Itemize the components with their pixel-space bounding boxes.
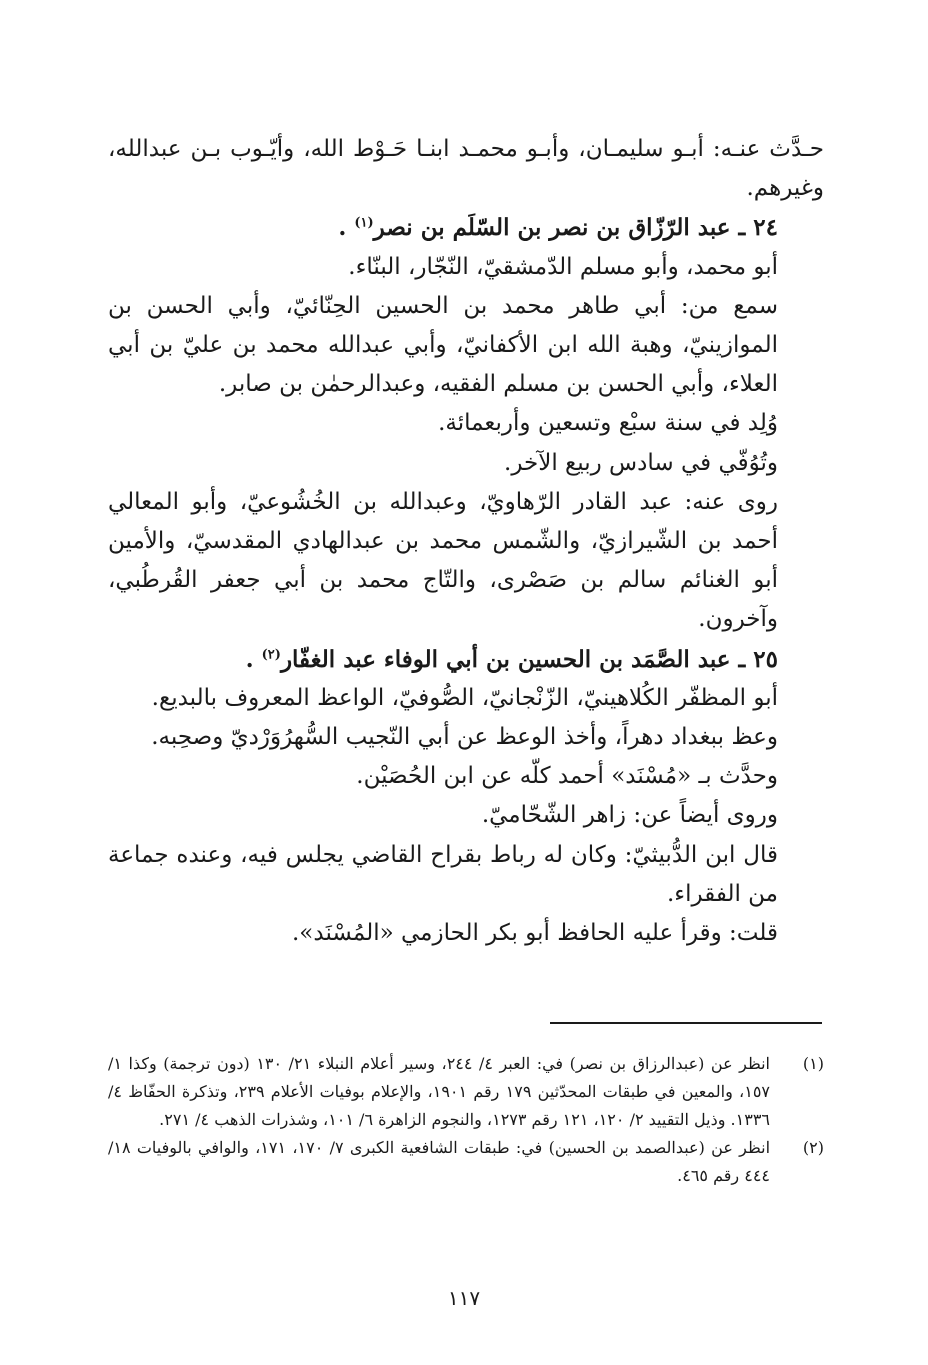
paragraph: وروى أيضاً عن: زاهر الشّحّاميّ.	[481, 802, 778, 829]
paragraph: سمع من: أبي طاهر محمد بن الحسين الحِنّائيّ، وأبي الحسن بن الموازينيّ، وهبة الله ابن الأكفانيّ، وأبي عبدالله محمد بن عليّ بن أبي العلاء، وأبي الحسن بن مسلم الفقيه، وعبدالرحمٰن بن صابر.	[108, 292, 778, 398]
entry-number: ٢٤ ـ	[738, 214, 778, 242]
page-number: ١١٧	[447, 1286, 481, 1310]
heading-end: .	[338, 214, 347, 242]
footnote-ref: (٢)	[261, 646, 281, 662]
paragraph: حـدَّث عنـه: أبـو سليمـان، وأبـو محمـد ابنـا حَـوْط الله، وأيّـوب بـن عبدالله، وغيرهم.	[108, 136, 824, 202]
heading-end: .	[245, 645, 254, 673]
paragraph: روى عنه: عبد القادر الرّهاويّ، وعبدالله بن الخُشُوعيّ، وأبو المعالي أحمد بن الشّيرازيّ، والشّمس محمد بن عبدالهادي المقدسيّ، والأمين أبو الغنائم سالم بن صَصْرى، والتّاج محمد بن أبي جعفر القُرطُبي، وآخرون.	[108, 488, 778, 633]
paragraph: أبو المظفّر الكُلاهينيّ، الزّنْجانيّ، الصُّوفيّ، الواعظ المعروف بالبديع.	[151, 684, 778, 711]
footnote-ref: (١)	[354, 215, 374, 231]
paragraph: قلت: وقرأ عليه الحافظ أبو بكر الحازمي «المُسْنَد».	[292, 920, 778, 947]
paragraph: وُلِد في سنة سبْع وتسعين وأربعمائة.	[438, 410, 778, 437]
entry-title: عبد الصَّمَد بن الحسين بن أبي الوفاء عبد الغفّار	[280, 645, 731, 673]
footnote-divider	[550, 1022, 822, 1024]
footnote-text: انظر عن (عبدالصمد بن الحسين) في: طبقات الشافعية الكبرى ٧/ ١٧٠، ١٧١، والوافي بالوفيات ١٨/ ٤٤٤ رقم ٤٦٥.	[108, 1138, 771, 1185]
footnote	[108, 1134, 824, 1190]
footnotes	[108, 1050, 824, 1190]
paragraph: أبو محمد، وأبو مسلم الدّمشقيّ، النّجّار، البنّاء.	[348, 253, 778, 280]
entry-heading	[108, 640, 824, 679]
paragraph: وعظ ببغداد دهراً، وأخذ الوعظ عن أبي النّجيب السُّهرُوَرْديّ وصحِبه.	[151, 724, 778, 751]
entry-heading	[108, 208, 824, 247]
footnote-text: انظر عن (عبدالرزاق بن نصر) في: العبر ٤/ ٢٤٤، وسير أعلام النبلاء ٢١/ ١٣٠ (دون ترجمة) وكذا ١/ ١٥٧، والمعين في طبقات المحدّثين ١٧٩ رقم ١٩٠١، والإعلام بوفيات الأعلام ٢٣٩، وتذكرة الحفّاظ ٤/ ١٣٣٦. وذيل التقييد ٢/ ١٢٠، ١٢١ رقم ١٢٧٣، والنجوم الزاهرة ٦/ ١٠١، وشذرات الذهب ٤/ ٢٧١.	[108, 1054, 771, 1129]
paragraph: وحدَّث بـ «مُسْنَد» أحمد كلّه عن ابن الحُصَيْن.	[356, 763, 778, 790]
footnote-number: (٢)	[802, 1138, 824, 1157]
paragraph: قال ابن الدُّبيثيّ: وكان له رباط بقراح القاضي يجلس فيه، وعنده جماعة من الفقراء.	[108, 841, 778, 907]
paragraph: وتُوُفّي في سادس ربيع الآخر.	[504, 449, 778, 476]
entry-number: ٢٥ ـ	[738, 645, 778, 673]
main-text	[108, 130, 824, 953]
footnote-number: (١)	[802, 1054, 824, 1073]
entry-title: عبد الرّزّاق بن نصر بن السّلَم بن نصر	[373, 214, 731, 242]
footnote	[108, 1050, 824, 1134]
